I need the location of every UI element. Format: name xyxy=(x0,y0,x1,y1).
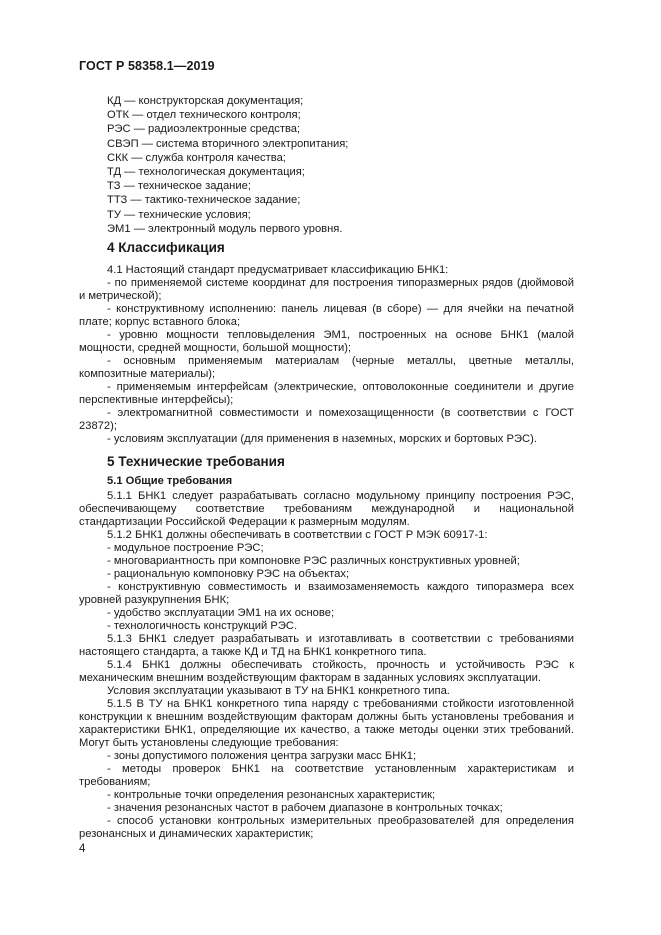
list-item: - способ установки контрольных измерительных преобразователей для определения резонансных и динамических характеристик; xyxy=(79,815,574,840)
list-item: - зоны допустимого положения центра загрузки масс БНК1; xyxy=(107,750,417,762)
list-item: - условиям эксплуатации (для применения в наземных, морских и бортовых РЭС). xyxy=(107,433,537,445)
list-item: - уровню мощности тепловыделения ЭМ1, построенных на основе БНК1 (малой мощности, средней мощности, большой мощности); xyxy=(79,329,574,354)
abbreviation-item: ТУ — технические условия; xyxy=(107,208,251,221)
abbreviation-item: ЭМ1 — электронный модуль первого уровня. xyxy=(107,222,343,235)
document-header: ГОСТ Р 58358.1—2019 xyxy=(79,59,215,73)
list-item: - многовариантность при компоновке РЭС различных конструктивных уровней; xyxy=(107,555,520,567)
abbreviation-item: СВЭП — система вторичного электропитания; xyxy=(107,137,349,150)
list-item: - рациональную компоновку РЭС на объектах; xyxy=(107,568,350,580)
page-number: 4 xyxy=(79,843,86,855)
abbreviation-item: ОТК — отдел технического контроля; xyxy=(107,109,301,122)
abbreviation-item: КД — конструкторская документация; xyxy=(107,95,304,107)
subsection-5-1-heading: 5.1 Общие требования xyxy=(107,475,233,487)
paragraph: 5.1.4 БНК1 должны обеспечивать стойкость, прочность и устойчивость РЭС к механическим внешним воздействующим факторам в заданных условиях эксплуатации. xyxy=(79,659,574,684)
abbreviation-item: ТД — технологическая документация; xyxy=(107,166,305,179)
section-5-body xyxy=(79,490,574,841)
list-item: - технологичность конструкций РЭС. xyxy=(107,620,298,632)
abbreviations-list xyxy=(107,94,348,236)
paragraph: 4.1 Настоящий стандарт предусматривает классификацию БНК1: xyxy=(107,264,449,276)
paragraph: 5.1.1 БНК1 следует разрабатывать согласно модульному принципу построения РЭС, обеспечивающему соответствие требованиям международной и национальной стандартизации Российской Федерации к размерным модулям. xyxy=(79,490,574,528)
abbreviation-item: ТТЗ — тактико-техническое задание; xyxy=(107,194,301,207)
list-item: - контрольные точки определения резонансных характеристик; xyxy=(107,789,436,801)
section-4-heading: 4 Классификация xyxy=(107,240,225,255)
list-item: - модульное построение РЭС; xyxy=(107,542,264,554)
list-item: - конструктивному исполнению: панель лицевая (в сборе) — для ячейки на печатной плате; корпус вставного блока; xyxy=(79,303,574,328)
list-item: - по применяемой системе координат для построения типоразмерных рядов (дюймовой и метрической); xyxy=(79,277,574,302)
paragraph: 5.1.3 БНК1 следует разрабатывать и изготавливать в соответствии с требованиями настоящего стандарта, а также КД и ТД на БНК1 конкретного типа. xyxy=(79,633,574,658)
abbreviation-item: ТЗ — техническое задание; xyxy=(107,180,251,193)
paragraph: 5.1.5 В ТУ на БНК1 конкретного типа наряду с требованиями стойкости изготовленной конструкции к внешним воздействующим факторам должны быть установлены требования и характеристики БНК1, определяющие их качество, а также методы оценки этих требований. Могут быть установлены следующие требования: xyxy=(79,698,574,749)
paragraph: Условия эксплуатации указывают в ТУ на БНК1 конкретного типа. xyxy=(107,685,450,697)
list-item: - электромагнитной совместимости и помехозащищенности (в соответствии с ГОСТ 23872); xyxy=(79,407,574,432)
list-item: - конструктивную совместимость и взаимозаменяемость каждого типоразмера всех уровней разукрупнения БНК; xyxy=(79,581,574,606)
list-item: - методы проверок БНК1 на соответствие установленным характеристикам и требованиям; xyxy=(79,763,574,788)
abbreviation-item: РЭС — радиоэлектронные средства; xyxy=(107,123,301,136)
list-item: - удобство эксплуатации ЭМ1 на их основе; xyxy=(107,607,335,619)
abbreviation-item: СКК — служба контроля качества; xyxy=(107,151,286,164)
paragraph: 5.1.2 БНК1 должны обеспечивать в соответствии с ГОСТ Р МЭК 60917-1: xyxy=(107,529,488,541)
list-item: - значения резонансных частот в рабочем диапазоне в контрольных точках; xyxy=(107,802,503,814)
section-5-heading: 5 Технические требования xyxy=(107,454,285,469)
list-item: - основным применяемым материалам (черные металлы, цветные металлы, композитные материалы); xyxy=(79,355,574,380)
list-item: - применяемым интерфейсам (электрические, оптоволоконные соединители и другие перспективные интерфейсы); xyxy=(79,381,574,406)
section-4-body xyxy=(79,264,574,446)
